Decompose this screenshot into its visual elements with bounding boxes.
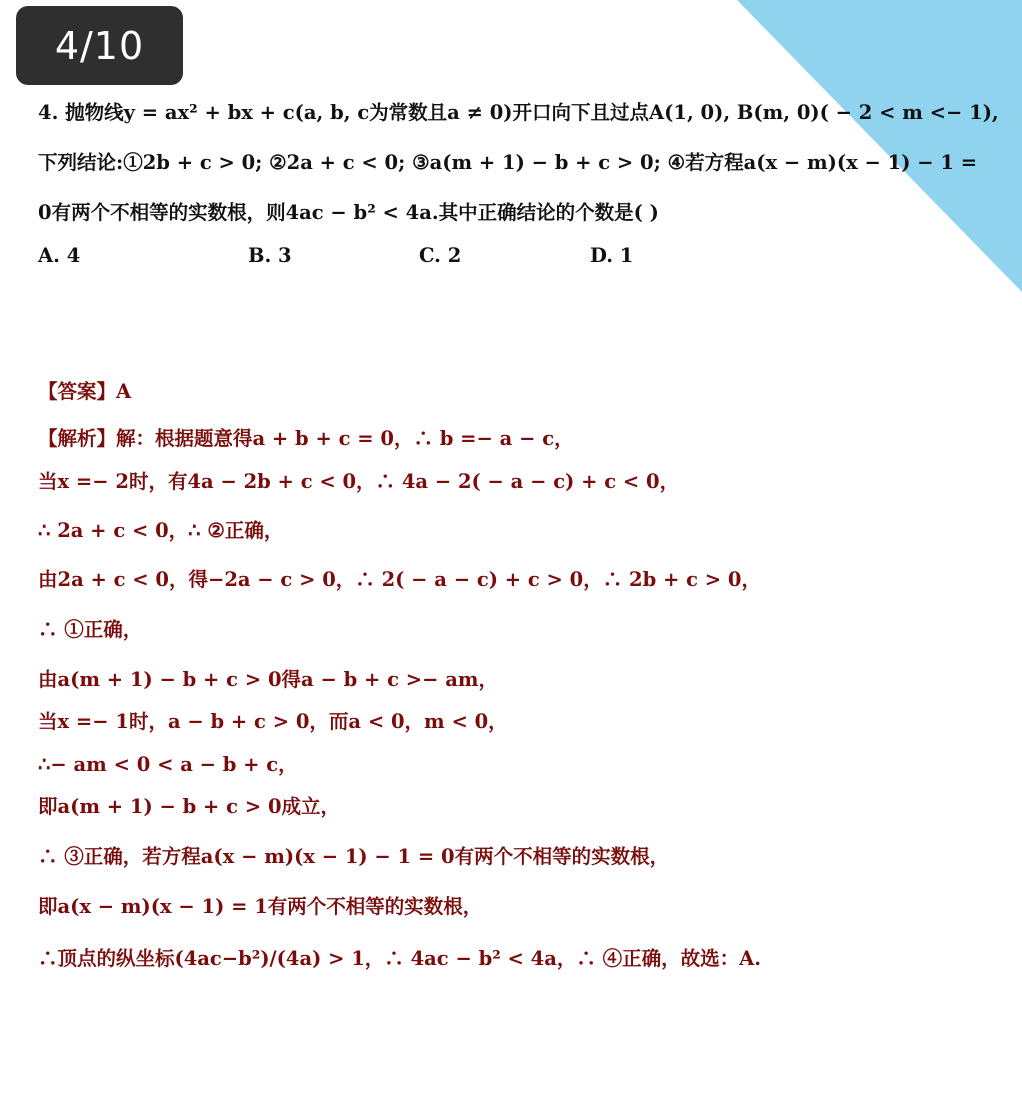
solution-line-3: ∴ 2a + c < 0，∴ ②正确， (38, 519, 284, 542)
answer-label: 【答案】A (38, 380, 132, 403)
solution-line-9: 即a(m + 1) − b + c > 0成立， (38, 795, 341, 818)
solution-line-6: 由a(m + 1) − b + c > 0得a − b + c >− am， (38, 668, 499, 691)
solution-line-2: 当x =− 2时，有4a − 2b + c < 0，∴ 4a − 2( − a − c) + c < 0， (38, 470, 680, 493)
answer-options (0, 244, 800, 270)
option-b: B. 3 (248, 244, 292, 267)
option-c: C. 2 (419, 244, 462, 267)
question-line-2: 下列结论:①2b + c > 0; ②2a + c < 0; ③a(m + 1) − b + c > 0; ④若方程a(x − m)(x − 1) − 1 = (38, 151, 978, 174)
question-line-1: 4. 抛物线y = ax² + bx + c(a, b, c为常数且a ≠ 0)开口向下且过点A(1, 0), B(m, 0)( − 2 < m <− 1), (38, 101, 999, 124)
solution-line-1: 【解析】解：根据题意得a + b + c = 0，∴ b =− a − c， (38, 427, 574, 450)
question-line-3: 0有两个不相等的实数根，则4ac − b² < 4a.其中正确结论的个数是( ) (38, 201, 659, 224)
solution-line-11: 即a(x − m)(x − 1) = 1有两个不相等的实数根， (38, 895, 483, 918)
solution-line-12: ∴顶点的纵坐标(4ac−b²)/(4a) > 1，∴ 4ac − b² < 4a，∴ ④正确，故选：A. (38, 947, 762, 970)
solution-line-8: ∴− am < 0 < a − b + c， (38, 753, 298, 776)
solution-line-5: ∴ ①正确， (38, 618, 143, 641)
solution-line-10: ∴ ③正确，若方程a(x − m)(x − 1) − 1 = 0有两个不相等的实数根， (38, 845, 670, 868)
option-d: D. 1 (590, 244, 634, 267)
solution-line-4: 由2a + c < 0，得−2a − c > 0，∴ 2( − a − c) + c > 0，∴ 2b + c > 0， (38, 568, 761, 591)
page-counter: 4/10 (16, 6, 183, 85)
option-a: A. 4 (38, 244, 81, 267)
solution-line-7: 当x =− 1时，a − b + c > 0，而a < 0，m < 0， (38, 710, 508, 733)
